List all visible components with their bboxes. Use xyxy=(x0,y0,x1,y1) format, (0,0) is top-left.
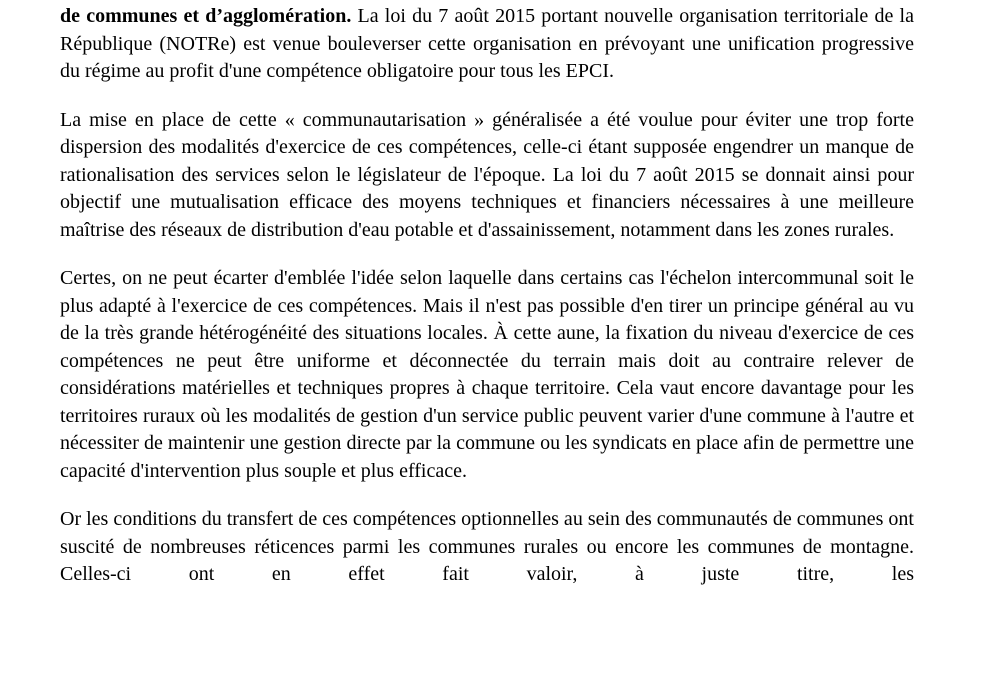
paragraph-3: Certes, on ne peut écarter d'emblée l'idée selon laquelle dans certains cas l'échelon intercommunal soit le plus adapté à l'exercice de ces compétences. Mais il n'est pas possible d'en tirer un principe général au vu de la très grande hétérogénéité des situations locales. À cette aune, la fixation du niveau d'exercice de ces compétences ne peut être uniforme et déconnectée du terrain mais doit au contraire relever de considérations matérielles et techniques propres à chaque territoire. Cela vaut encore davantage pour les territoires ruraux où les modalités de gestion d'un service public peuvent varier d'une commune à l'autre et nécessiter de maintenir une gestion directe par la commune ou les syndicats en place afin de permettre une capacité d'intervention plus souple et plus efficace. xyxy=(60,267,914,482)
paragraph-1 xyxy=(60,3,914,86)
paragraph-4: Or les conditions du transfert de ces compétences optionnelles au sein des communautés de communes ont suscité de nombreuses réticences parmi les communes rurales ou encore les communes de montagne. Celles-ci ont en effet fait valoir, à juste titre, les xyxy=(60,508,914,585)
paragraph-1-bold-lead: de communes et d’agglomération. xyxy=(60,5,352,27)
paragraph-1-text: La loi du 7 août 2015 portant nouvelle organisation territoriale de la République (NOTRe) est venue bouleverser cette organisation en prévoyant une unification progressive du régime au profit d'une compétence obligatoire pour tous les EPCI. xyxy=(60,5,914,82)
paragraph-2: La mise en place de cette « communautarisation » généralisée a été voulue pour éviter une trop forte dispersion des modalités d'exercice de ces compétences, celle-ci étant supposée engendrer un manque de rationalisation des services selon le législateur de l'époque. La loi du 7 août 2015 se donnait ainsi pour objectif une mutualisation efficace des moyens techniques et financiers nécessaires à une meilleure maîtrise des réseaux de distribution d'eau potable et d'assainissement, notamment dans les zones rurales. xyxy=(60,108,914,241)
